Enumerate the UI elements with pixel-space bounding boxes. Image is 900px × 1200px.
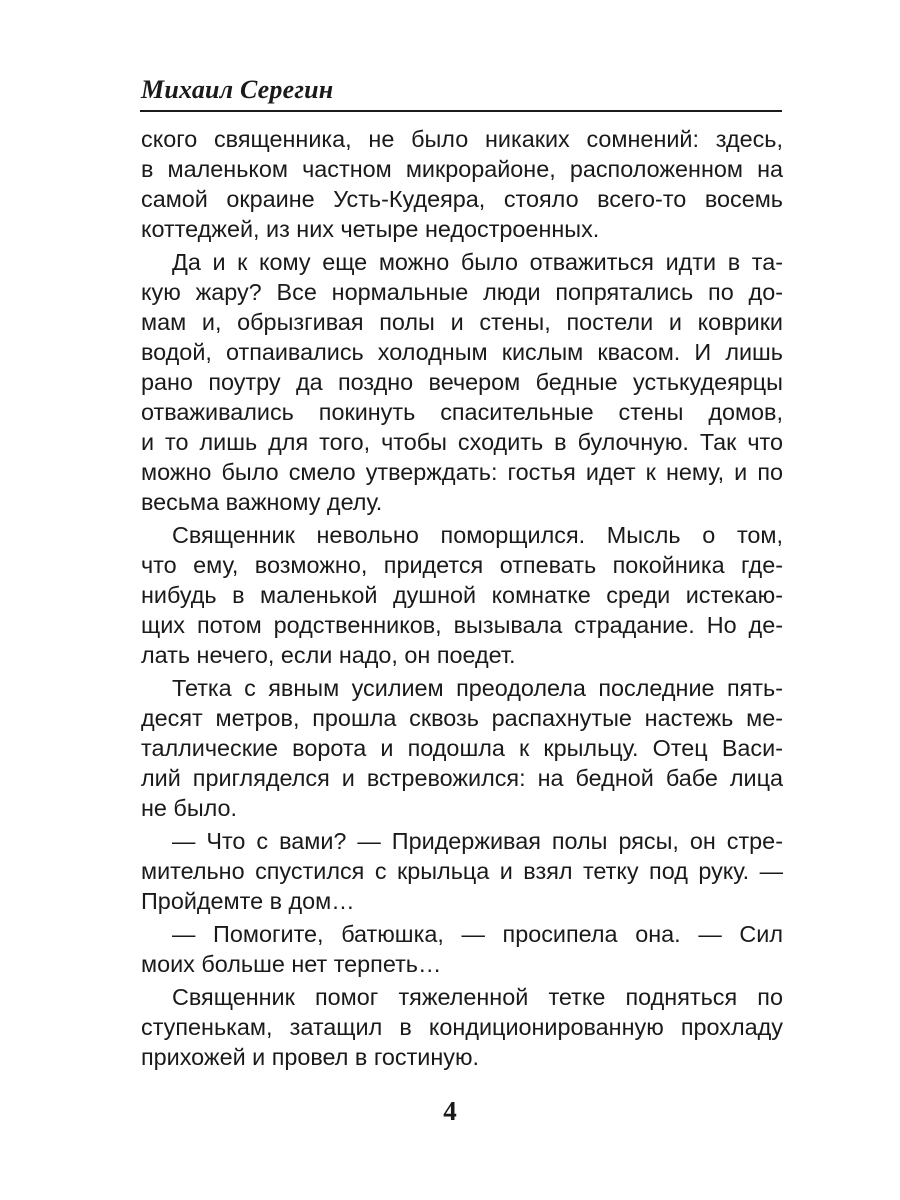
paragraph: [141, 520, 783, 670]
text-line: можно было смело утверждать: гостья идет к нему, и по: [141, 459, 783, 485]
text-line: нибудь в маленькой душной комнатке среди истекаю-: [141, 582, 783, 608]
text-line: что ему, возможно, придется отпевать покойника где-: [141, 552, 783, 578]
text-line: мительно спустился с крыльца и взял тетку под руку. —: [141, 858, 783, 884]
text-line: не было.: [141, 795, 238, 821]
text-line: водой, отпаивались холодным кислым квасом. И лишь: [141, 339, 783, 365]
text-line: весьма важному делу.: [141, 489, 383, 515]
text-line: таллические ворота и подошла к крыльцу. Отец Васи-: [141, 735, 783, 761]
paragraph: [141, 673, 783, 823]
body-text: [141, 124, 783, 1075]
text-line: моих больше нет терпеть…: [141, 951, 442, 977]
text-line: Священник невольно поморщился. Мысль о том,: [172, 522, 783, 548]
page-number: 4: [443, 1096, 457, 1126]
text-line: кую жару? Все нормальные люди попрятались по до-: [141, 279, 783, 305]
text-line: Тетка с явным усилием преодолела последние пять-: [172, 675, 783, 701]
paragraph: [141, 124, 783, 244]
text-line: лать нечего, если надо, он поедет.: [141, 642, 516, 668]
text-line: отваживались покинуть спасительные стены домов,: [141, 399, 783, 425]
text-line: лий пригляделся и встревожился: на бедной бабе лица: [141, 765, 783, 791]
paragraph: [141, 982, 783, 1072]
header-rule: [140, 110, 782, 112]
text-line: прихожей и провел в гостиную.: [141, 1044, 480, 1070]
text-line: — Помогите, батюшка, — просипела она. — Сил: [172, 921, 783, 947]
paragraph: [141, 247, 783, 517]
text-line: Да и к кому еще можно было отважиться идти в та-: [172, 249, 783, 275]
text-line: коттеджей, из них четыре недостроенных.: [141, 216, 600, 242]
paragraph: [141, 919, 783, 979]
text-line: десят метров, прошла сквозь распахнутые настежь ме-: [141, 705, 783, 731]
paragraph: [141, 826, 783, 916]
text-line: ского священника, не было никаких сомнений: здесь,: [141, 126, 783, 152]
text-line: щих потом родственников, вызывала страдание. Но де-: [141, 612, 783, 638]
text-line: Пройдемте в дом…: [141, 888, 355, 914]
text-line: и то лишь для того, чтобы сходить в булочную. Так что: [141, 429, 783, 455]
text-line: в маленьком частном микрорайоне, расположенном на: [141, 156, 783, 182]
text-line: рано поутру да поздно вечером бедные устькудеярцы: [141, 369, 783, 395]
text-line: Священник помог тяжеленной тетке подняться по: [172, 984, 783, 1010]
running-head-author: Михаил Серегин: [141, 75, 334, 104]
text-line: — Что с вами? — Придерживая полы рясы, он стре-: [172, 828, 783, 854]
text-line: самой окраине Усть-Кудеяра, стояло всего-то восемь: [141, 186, 783, 212]
text-line: мам и, обрызгивая полы и стены, постели и коврики: [141, 309, 783, 335]
text-line: ступенькам, затащил в кондиционированную прохладу: [141, 1014, 783, 1040]
